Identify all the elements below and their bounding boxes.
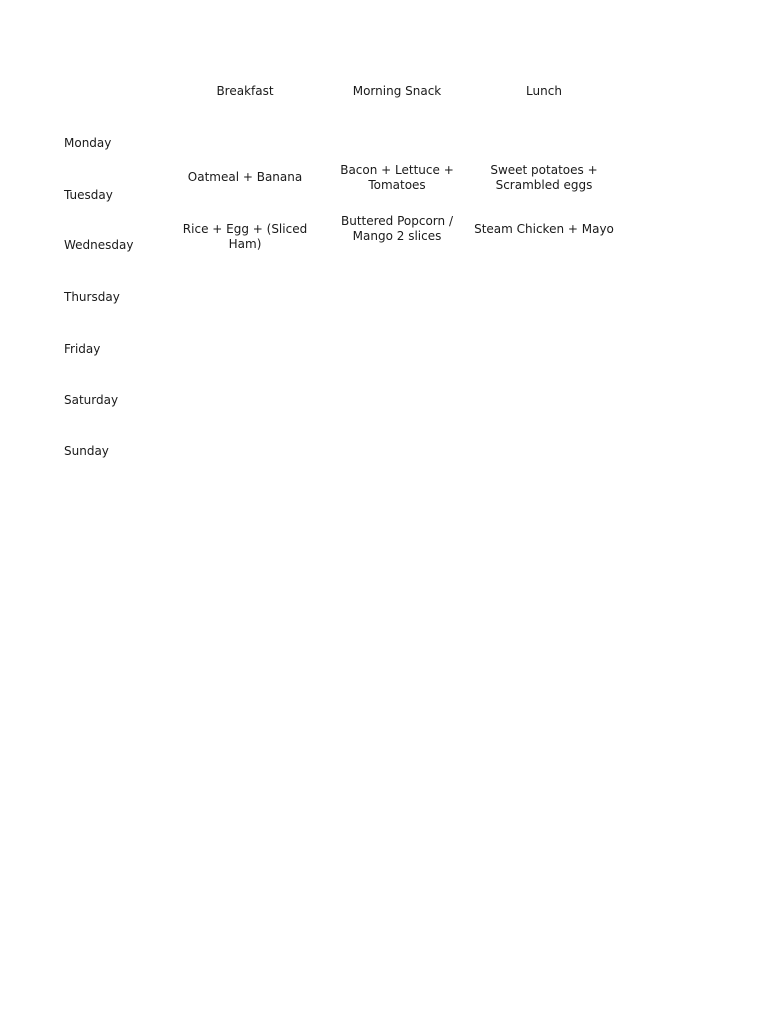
day-label-sunday: Sunday <box>64 444 109 458</box>
day-label-tuesday: Tuesday <box>64 188 113 202</box>
wednesday-lunch-cell: Steam Chicken + Mayo <box>474 222 614 236</box>
day-label-saturday: Saturday <box>64 393 119 407</box>
column-header-lunch: Lunch <box>526 84 562 98</box>
day-label-monday: Monday <box>64 136 112 150</box>
day-label-friday: Friday <box>64 342 101 356</box>
tuesday-breakfast-cell: Oatmeal + Banana <box>187 170 303 184</box>
tuesday-snack-cell: Bacon + Lettuce + Tomatoes <box>340 163 454 192</box>
column-header-breakfast: Breakfast <box>216 84 274 98</box>
tuesday-lunch-cell: Sweet potatoes + Scrambled eggs <box>490 163 598 192</box>
column-header-morning-snack: Morning Snack <box>352 84 442 98</box>
day-label-thursday: Thursday <box>64 290 120 304</box>
day-label-wednesday: Wednesday <box>64 238 134 252</box>
wednesday-snack-cell: Buttered Popcorn / Mango 2 slices <box>340 214 453 243</box>
wednesday-breakfast-cell: Rice + Egg + (Sliced Ham) <box>182 222 308 251</box>
